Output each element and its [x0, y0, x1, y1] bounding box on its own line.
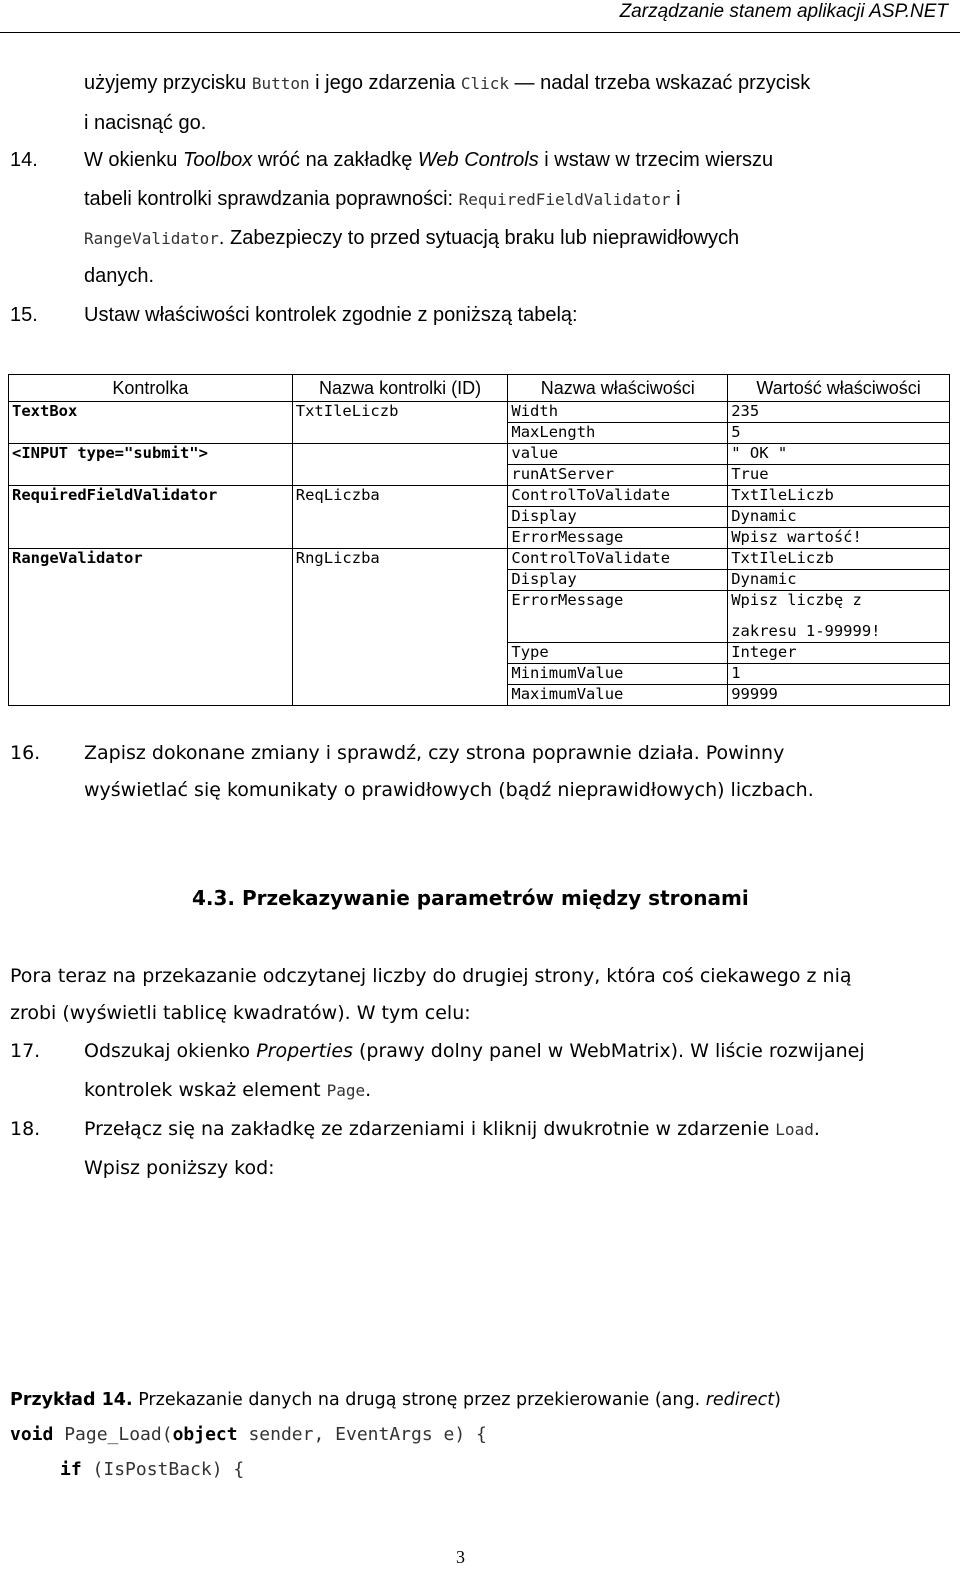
cell-value: Integer: [728, 643, 950, 664]
step-14-line-2: [84, 180, 681, 219]
table-header-row: [9, 375, 950, 402]
table-row: [9, 643, 950, 664]
step-18-line-1: [84, 1110, 820, 1149]
text: użyjemy przycisku: [84, 72, 252, 94]
italic-web-controls: Web Controls: [417, 149, 539, 171]
text: (prawy dolny panel w WebMatrix). W liście rozwijanej: [352, 1040, 865, 1062]
text: W okienku: [84, 149, 183, 171]
step-18-line-2: Wpisz poniższy kod:: [84, 1157, 275, 1179]
example-label: Przykład 14.: [10, 1390, 133, 1410]
cell-property: Display: [508, 507, 728, 528]
code-text: (IsPostBack) {: [81, 1459, 245, 1480]
cell-value: Dynamic: [728, 570, 950, 591]
step-15-number: 15.: [10, 304, 38, 326]
table-row: [9, 685, 950, 706]
italic-redirect: redirect: [705, 1390, 775, 1410]
cell-property: MaxLength: [508, 423, 728, 444]
table-row: [9, 622, 950, 643]
paragraph-line-1: Pora teraz na przekazanie odczytanej liczby do drugiej strony, która coś ciekawego z nią: [10, 965, 852, 987]
code-keyword: void: [10, 1424, 54, 1445]
text: ): [774, 1390, 781, 1410]
cell-value: TxtIleLiczb: [728, 486, 950, 507]
cell-id: [292, 622, 508, 643]
cell-id: ReqLiczba: [292, 486, 508, 507]
intro-line-2: i nacisnąć go.: [84, 112, 207, 134]
step-17-number: 17.: [10, 1040, 41, 1062]
text: Odszukaj okienko: [84, 1040, 257, 1062]
cell-property: ErrorMessage: [508, 528, 728, 549]
step-18-number: 18.: [10, 1118, 41, 1140]
cell-value: Dynamic: [728, 507, 950, 528]
text: .: [365, 1079, 372, 1101]
page-number: 3: [456, 1547, 465, 1567]
step-16-line-1: Zapisz dokonane zmiany i sprawdź, czy strona poprawnie działa. Powinny: [84, 742, 785, 764]
cell-property: MinimumValue: [508, 664, 728, 685]
step-14-line-1: [84, 141, 773, 179]
cell-control: <INPUT type="submit">: [9, 444, 293, 465]
table-row: [9, 423, 950, 444]
code-text: sender, EventArgs e) {: [237, 1424, 487, 1445]
cell-control: [9, 622, 293, 643]
cell-id: [292, 685, 508, 706]
cell-control: [9, 664, 293, 685]
code-button: Button: [251, 74, 310, 93]
header-rule: [0, 32, 960, 33]
table-row: [9, 486, 950, 507]
table-row: [9, 664, 950, 685]
cell-control: [9, 643, 293, 664]
table-row: [9, 402, 950, 423]
section-heading: 4.3. Przekazywanie parametrów między stronami: [192, 886, 749, 910]
cell-value: True: [728, 465, 950, 486]
text: wróć na zakładkę: [252, 149, 418, 171]
cell-id: [292, 528, 508, 549]
cell-property: ControlToValidate: [508, 486, 728, 507]
header-wartosc-wlasciwosci: Wartość właściwości: [728, 375, 950, 402]
cell-property: Display: [508, 570, 728, 591]
cell-control: [9, 685, 293, 706]
text: Przełącz się na zakładkę ze zdarzeniami i kliknij dwukrotnie w zdarzenie: [84, 1118, 776, 1140]
code-rangevalidator: RangeValidator: [84, 229, 219, 248]
cell-value: TxtIleLiczb: [728, 549, 950, 570]
cell-control: [9, 570, 293, 591]
italic-properties: Properties: [256, 1040, 353, 1062]
step-14-number: 14.: [10, 149, 38, 171]
header-nazwa-kontrolki: Nazwa kontrolki (ID): [292, 375, 508, 402]
code-load: Load: [775, 1120, 814, 1139]
cell-control: TextBox: [9, 402, 293, 423]
cell-value: Wpisz wartość!: [728, 528, 950, 549]
cell-control: RangeValidator: [9, 549, 293, 570]
step-17-line-1: [84, 1032, 865, 1070]
cell-id: [292, 465, 508, 486]
text: kontrolek wskaż element: [84, 1079, 327, 1101]
header-nazwa-wlasciwosci: Nazwa właściwości: [508, 375, 728, 402]
cell-id: [292, 664, 508, 685]
cell-id: [292, 423, 508, 444]
properties-table: [8, 374, 950, 706]
italic-toolbox: Toolbox: [182, 149, 253, 171]
code-click: Click: [460, 74, 509, 93]
cell-value: 5: [728, 423, 950, 444]
step-16-number: 16.: [10, 742, 41, 764]
cell-property: [508, 622, 728, 643]
code-requiredfieldvalidator: RequiredFieldValidator: [458, 190, 671, 209]
table-row: [9, 549, 950, 570]
cell-value: 1: [728, 664, 950, 685]
example-caption: [10, 1390, 781, 1410]
cell-value: 99999: [728, 685, 950, 706]
text: Przekazanie danych na drugą stronę przez przekierowanie (ang.: [132, 1390, 706, 1410]
running-header: Zarządzanie stanem aplikacji ASP.NET: [619, 1, 948, 22]
table-row: [9, 528, 950, 549]
table-row: [9, 444, 950, 465]
code-line-1: [10, 1424, 487, 1445]
cell-value: 235: [728, 402, 950, 423]
code-keyword: object: [172, 1424, 238, 1445]
paragraph-line-2: zrobi (wyświetli tablicę kwadratów). W tym celu:: [10, 1002, 471, 1024]
cell-control: [9, 465, 293, 486]
cell-value: zakresu 1-99999!: [728, 622, 950, 643]
code-keyword: if: [60, 1459, 82, 1480]
cell-control: [9, 591, 293, 623]
cell-control: [9, 423, 293, 444]
cell-id: [292, 570, 508, 591]
cell-id: [292, 507, 508, 528]
cell-property: value: [508, 444, 728, 465]
cell-id: [292, 444, 508, 465]
table-row: [9, 570, 950, 591]
cell-property: ControlToValidate: [508, 549, 728, 570]
code-page: Page: [326, 1081, 366, 1100]
code-text: Page_Load(: [53, 1424, 173, 1445]
step-15-text: Ustaw właściwości kontrolek zgodnie z poniższą tabelą:: [84, 304, 578, 326]
header-kontrolka: Kontrolka: [9, 375, 293, 402]
table-row: [9, 507, 950, 528]
cell-value: " OK ": [728, 444, 950, 465]
step-14-line-4: danych.: [84, 265, 155, 287]
step-16-line-2: wyświetlać się komunikaty o prawidłowych (bądź nieprawidłowych) liczbach.: [84, 779, 814, 801]
cell-value: Wpisz liczbę z: [728, 591, 950, 623]
text: i jego zdarzenia: [309, 72, 461, 94]
text: . Zabezpieczy to przed sytuacją braku lub nieprawidłowych: [218, 227, 740, 249]
cell-property: MaximumValue: [508, 685, 728, 706]
cell-property: ErrorMessage: [508, 591, 728, 623]
table-row: [9, 591, 950, 623]
cell-id: [292, 643, 508, 664]
cell-id: RngLiczba: [292, 549, 508, 570]
text: i wstaw w trzecim wierszu: [538, 149, 774, 171]
cell-property: Type: [508, 643, 728, 664]
text: — nadal trzeba wskazać przycisk: [508, 72, 811, 94]
text: .: [813, 1118, 820, 1140]
code-line-2: [60, 1459, 244, 1480]
cell-control: [9, 528, 293, 549]
table-row: [9, 465, 950, 486]
text: i: [670, 188, 681, 210]
cell-id: TxtIleLiczb: [292, 402, 508, 423]
intro-line-1: [84, 64, 810, 103]
step-17-line-2: [84, 1071, 371, 1110]
cell-id: [292, 591, 508, 623]
cell-control: [9, 507, 293, 528]
cell-control: RequiredFieldValidator: [9, 486, 293, 507]
cell-property: Width: [508, 402, 728, 423]
step-14-line-3: [84, 219, 739, 258]
cell-property: runAtServer: [508, 465, 728, 486]
text: tabeli kontrolki sprawdzania poprawności:: [84, 188, 459, 210]
